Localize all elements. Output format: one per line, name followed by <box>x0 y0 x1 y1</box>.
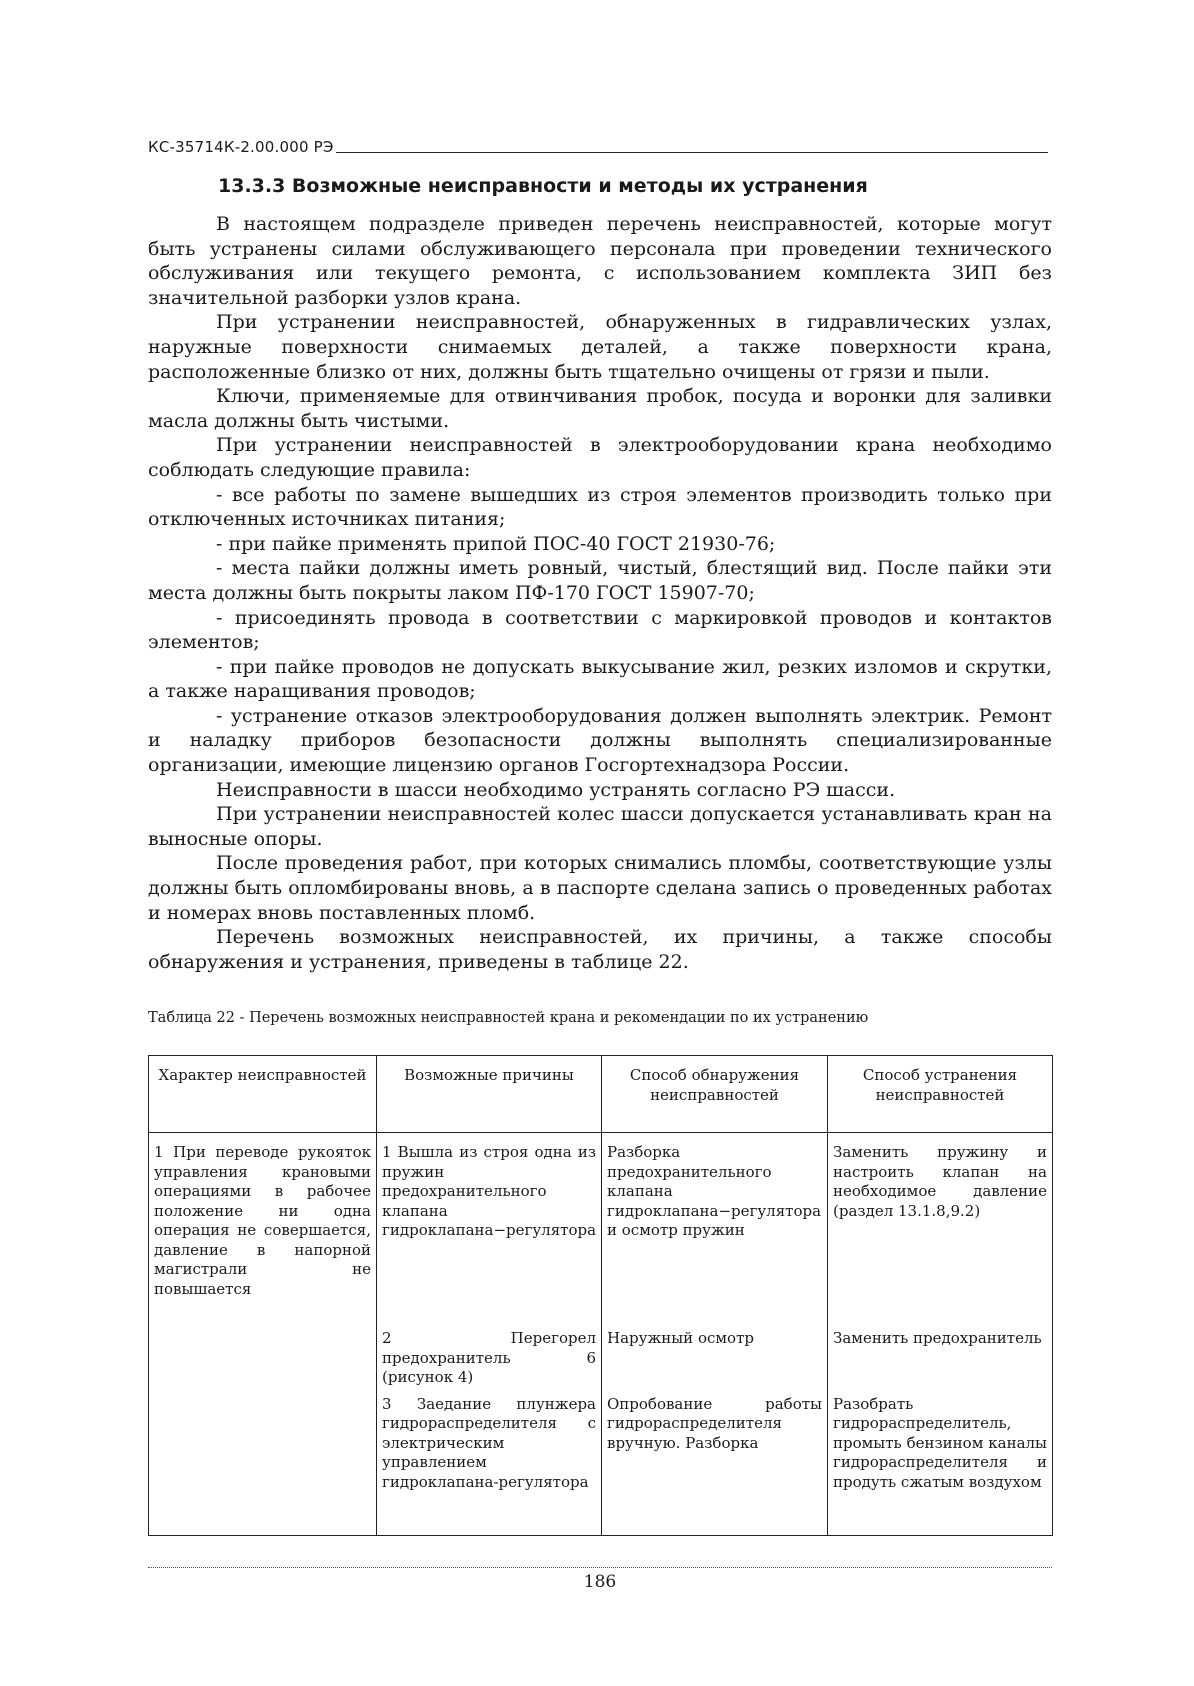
list-item: - места пайки должны иметь ровный, чистый, блестящий вид. После пайки эти места должны быть покрыты лаком ПФ-170 ГОСТ 15907-70; <box>148 557 1052 604</box>
fault-table <box>148 1055 1053 1536</box>
table-row <box>149 1319 1053 1388</box>
cell-remedy: Разобрать гидрораспределитель, промыть бензином каналы гидрораспределителя и продуть сжатым воздухом <box>828 1388 1053 1536</box>
footer-rule <box>148 1567 1052 1568</box>
list-item: - присоединять провода в соответствии с маркировкой проводов и контактов элементов; <box>148 606 1052 654</box>
paragraph: Перечень возможных неисправностей, их причины, а также способы обнаружения и устранения, приведены в таблице 22. <box>148 926 1052 973</box>
list-item: - при пайке применять припой ПОС-40 ГОСТ 21930-76; <box>216 532 776 555</box>
cell-fault <box>149 1319 377 1388</box>
cell-remedy: Заменить пружину и настроить клапан на необходимое давление (раздел 13.1.8,9.2) <box>828 1133 1053 1320</box>
list-item: - при пайке проводов не допускать выкусывание жил, резких изломов и скрутки, а также наращивания проводов; <box>148 655 1052 703</box>
list-item: - устранение отказов электрооборудования должен выполнять электрик. Ремонт и наладку приборов безопасности должны выполнять специализированные организации, имеющие лицензию органов Госгортехнадзора России. <box>148 704 1052 777</box>
paragraph: При устранении неисправностей колес шасси допускается устанавливать кран на выносные опоры. <box>148 803 1052 850</box>
paragraph: Ключи, применяемые для отвинчивания пробок, посуда и воронки для заливки масла должны быть чистыми. <box>148 385 1052 432</box>
header-fault: Характер неисправностей <box>149 1056 377 1133</box>
cell-detection: Опробование работы гидрораспределителя вручную. Разборка <box>602 1388 828 1536</box>
cell-cause: 3 Заедание плунжера гидрораспределителя с электрическим управлением гидроклапана-регулятора <box>377 1388 602 1536</box>
section-title: 13.3.3 Возможные неисправности и методы их устранения <box>218 175 868 197</box>
cell-remedy: Заменить предохранитель <box>828 1319 1053 1388</box>
paragraph: При устранении неисправностей в электрооборудовании крана необходимо соблюдать следующие правила: <box>148 434 1052 481</box>
cell-fault <box>149 1388 377 1536</box>
cell-cause: 1 Вышла из строя одна из пружин предохранительного клапана гидроклапана−регулятора <box>377 1133 602 1320</box>
page-number: 186 <box>583 1572 617 1592</box>
document-code: КС-35714К-2.00.000 РЭ <box>148 138 334 156</box>
cell-detection: Разборка предохранительного клапана гидроклапана−регулятора и осмотр пружин <box>602 1133 828 1320</box>
paragraph: После проведения работ, при которых снимались пломбы, соответствующие узлы должны быть опломбированы вновь, а в паспорте сделана запись о проведенных работах и номерах вновь поставленных пломб. <box>148 852 1052 924</box>
header-remedy: Способ устранения неисправностей <box>828 1056 1053 1133</box>
header-rule <box>336 152 1048 153</box>
cell-fault: 1 При переводе рукояток управления крановыми операциями в рабочее положение ни одна операция не совершается, давление в напорной магистрали не повышается <box>149 1133 377 1320</box>
table-header-row <box>149 1056 1053 1133</box>
table-row <box>149 1388 1053 1536</box>
paragraph: При устранении неисправностей, обнаруженных в гидравлических узлах, наружные поверхности снимаемых деталей, а также поверхности крана, расположенные близко от них, должны быть тщательно очищены от грязи и пыли. <box>148 311 1052 383</box>
cell-cause: 2 Перегорел предохранитель 6 (рисунок 4) <box>377 1319 602 1388</box>
header-cause: Возможные причины <box>377 1056 602 1133</box>
table-caption: Таблица 22 - Перечень возможных неисправностей крана и рекомендации по их устранению <box>148 1010 869 1026</box>
section-body <box>148 212 1052 974</box>
paragraph: В настоящем подразделе приведен перечень неисправностей, которые могут быть устранены силами обслуживающего персонала при проведении технического обслуживания или текущего ремонта, с использованием комплекта ЗИП без значительной разборки узлов крана. <box>148 213 1052 309</box>
cell-detection: Наружный осмотр <box>602 1319 828 1388</box>
list-item: - все работы по замене вышедших из строя элементов производить только при отключенных источниках питания; <box>148 483 1052 531</box>
page-header <box>148 135 1048 155</box>
paragraph: Неисправности в шасси необходимо устранять согласно РЭ шасси. <box>216 778 896 801</box>
table-row <box>149 1133 1053 1320</box>
header-detection: Способ обнаружения неисправностей <box>602 1056 828 1133</box>
